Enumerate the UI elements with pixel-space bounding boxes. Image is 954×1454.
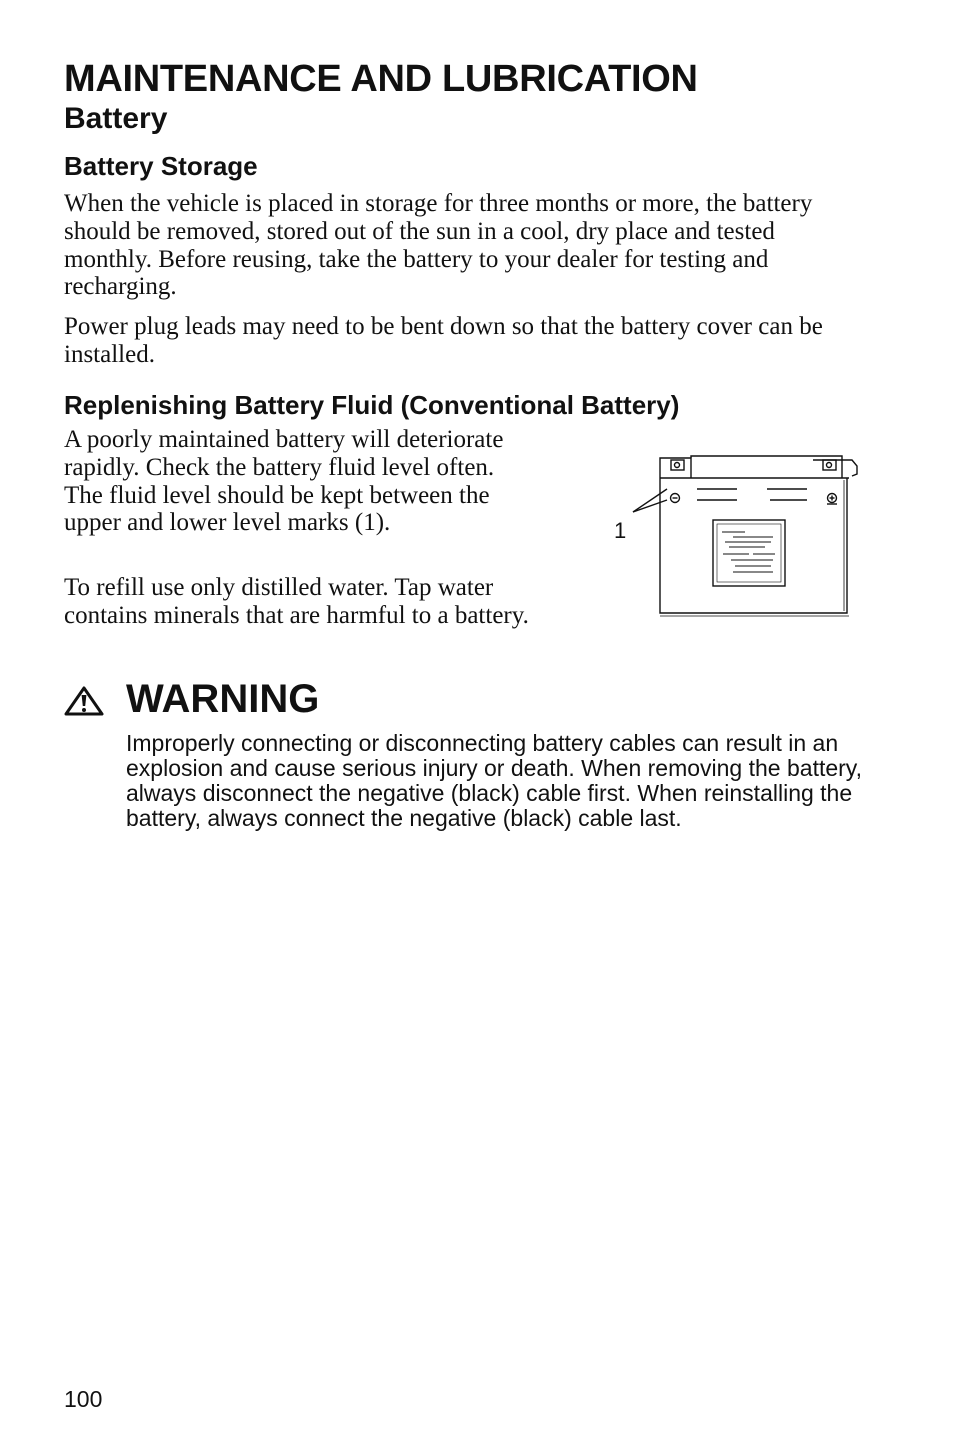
battery-storage-heading: Battery Storage — [64, 151, 258, 181]
figure-callout-1: 1 — [614, 518, 627, 543]
battery-illustration — [605, 448, 875, 628]
chapter-title: MAINTENANCE AND LUBRICATION — [64, 58, 698, 100]
warning-title: WARNING — [126, 677, 320, 721]
replenishing-heading: Replenishing Battery Fluid (Conventional Battery) — [64, 390, 680, 420]
replenishing-paragraph-1: A poorly maintained battery will deteriorate rapidly. Check the battery fluid level often. The fluid level should be kept between the upper and lower level marks (1). — [64, 426, 504, 537]
battery-storage-paragraph-2: Power plug leads may need to be bent down so that the battery cover can be installed. — [64, 313, 823, 368]
battery-storage-paragraph-1: When the vehicle is placed in storage for three months or more, the battery should be removed, stored out of the sun in a cool, dry place and tested monthly. Before reusing, take the battery to your dealer for testing and recharging. — [64, 190, 813, 301]
page-number: 100 — [64, 1386, 103, 1412]
warning-text: Improperly connecting or disconnecting battery cables can result in an explosion and cause serious injury or death. When removing the battery, always disconnect the negative (black) cable first. When reinstalling the battery, always connect the negative (black) cable last. — [126, 730, 862, 831]
replenishing-paragraph-2: To refill use only distilled water. Tap water contains minerals that are harmful to a battery. — [64, 574, 529, 629]
warning-triangle-icon — [64, 686, 104, 716]
section-title: Battery — [64, 102, 168, 135]
